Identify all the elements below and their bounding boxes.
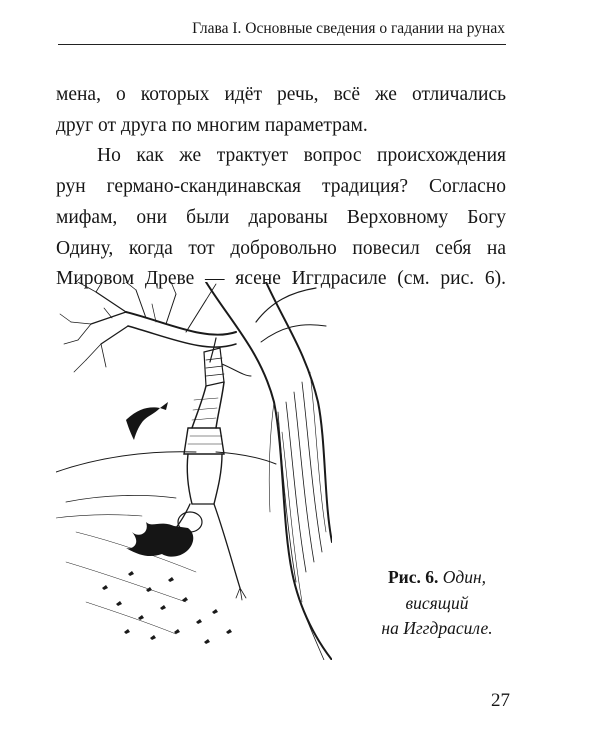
text-line: Одину, когда тот добровольно повесил себя на	[56, 237, 506, 259]
caption-line: висящий	[405, 592, 469, 613]
caption-line: на Иггдрасиле.	[381, 618, 493, 638]
page-number: 27	[491, 690, 510, 711]
header-divider	[58, 44, 506, 45]
figure-caption	[357, 565, 517, 642]
text-line: Мировом Древе — ясене Иггдрасиле (см. рис. 6).	[56, 268, 506, 290]
running-header: Глава I. Основные сведения о гадании на рунах	[192, 20, 505, 37]
body-text	[56, 80, 506, 295]
caption-line: Один,	[442, 567, 487, 587]
odin-illustration	[56, 282, 332, 660]
text-line: Но как же трактует вопрос происхождения	[97, 145, 506, 167]
text-line: друг от друга по многим параметрам.	[56, 114, 368, 136]
text-line: мена, о которых идёт речь, всё же отличались	[56, 84, 506, 105]
figure-label: Рис. 6.	[387, 567, 439, 587]
text-line: рун германо-скандинавская традиция? Согласно	[56, 176, 506, 198]
text-line: мифам, они были дарованы Верховному Богу	[56, 206, 506, 228]
